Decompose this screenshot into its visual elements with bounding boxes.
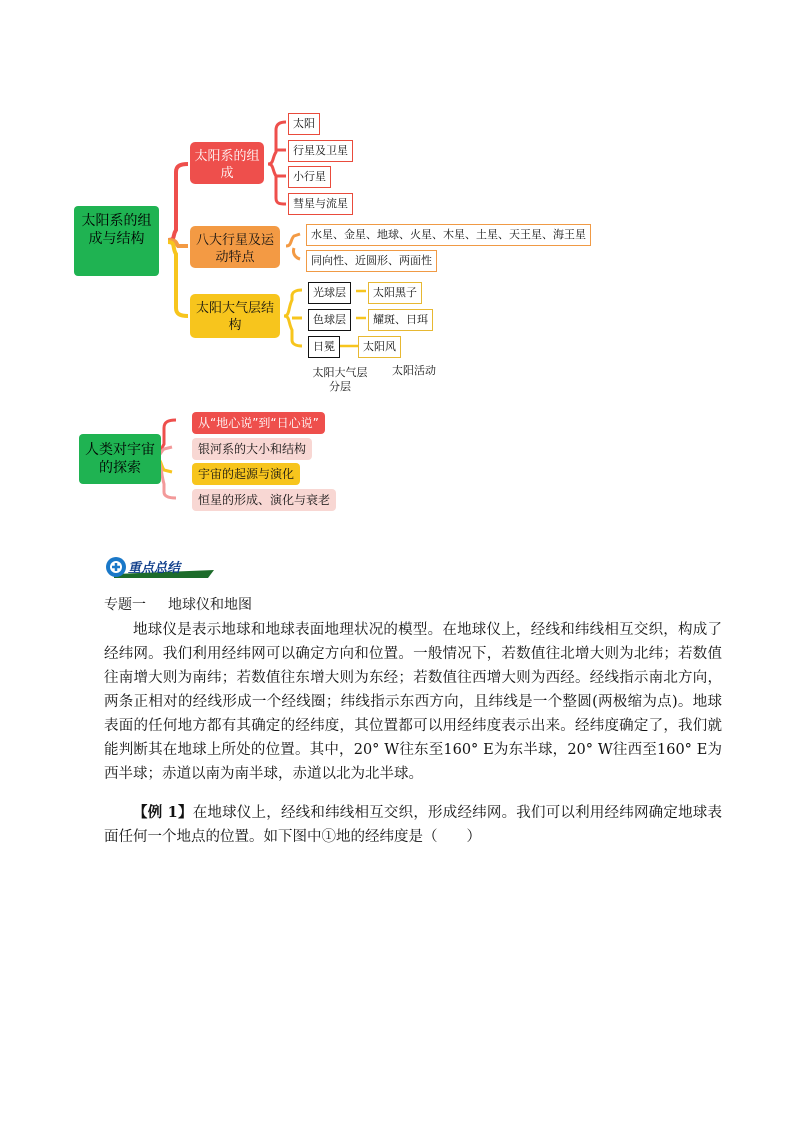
topic-heading [104,594,252,614]
caption-layers: 太阳大气层分层 [312,366,368,393]
layer-corona: 日冕 [308,336,340,358]
category-atmosphere: 太阳大气层结构 [190,294,280,338]
body-paragraph: 地球仪是表示地球和地球表面地理状况的模型。在地球仪上，经线和纬线相互交织，构成了经纬网。我们利用经纬网可以确定方向和位置。一般情况下，若数值往北增大则为北纬；若数值往南增大则为南纬；若数值往东增大则为东经；若数值往西增大则为西经。经线指示南北方向，两条正相对的经线形成一个经线圈；纬线指示东西方向，且纬线是一个整圆(两极缩为点)。地球表面的任何地方都有其确定的经纬度，其位置都可以用经纬度表示出来。经纬度确定了，我们就能判断其在地球上所处的位置。其中，20° W往东至160° E为东半球，20° W往西至160° E为西半球；赤道以南为南半球，赤道以北为北半球。 [104,622,722,782]
summary-badge-label: 重点总结 [128,561,181,576]
category-composition: 太阳系的组成 [190,142,264,184]
activity-flares-prominences: 耀斑、日珥 [368,309,433,331]
explore-item-universe-origin: 宇宙的起源与演化 [192,463,300,485]
leaf-planets-satellites: 行星及卫星 [288,140,353,162]
leaf-comets-meteors: 彗星与流星 [288,193,353,215]
activity-sunspots: 太阳黑子 [368,282,422,304]
leaf-asteroids: 小行星 [288,166,331,188]
example-question [104,801,722,849]
explore-item-geocentric: 从“地心说”到“日心说” [192,412,325,434]
caption-activities: 太阳活动 [392,364,436,377]
topic-label: 专题一 [104,597,146,613]
explore-item-star-evolution: 恒星的形成、演化与衰老 [192,489,336,511]
explore-item-milky-way: 银河系的大小和结构 [192,438,312,460]
category-planets: 八大行星及运动特点 [190,226,280,268]
leaf-sun: 太阳 [288,113,320,135]
example-text: 在地球仪上，经线和纬线相互交织，形成经纬网。我们可以利用经纬网确定地球表面任何一个地点的位置。如下图中①地的经纬度是（ ） [104,805,722,845]
leaf-motion-features: 同向性、近圆形、两面性 [306,250,437,272]
mindmap2-root: 人类对宇宙的探索 [79,434,161,484]
layer-photosphere: 光球层 [308,282,351,304]
summary-badge [104,556,214,580]
activity-solar-wind: 太阳风 [358,336,401,358]
example-label: 【例 1】 [133,804,193,821]
mindmap-root: 太阳系的组成与结构 [74,206,159,276]
layer-chromosphere: 色球层 [308,309,351,331]
leaf-eight-planets: 水星、金星、地球、火星、木星、土星、天王星、海王星 [306,224,591,246]
topic-title: 地球仪和地图 [168,597,252,613]
